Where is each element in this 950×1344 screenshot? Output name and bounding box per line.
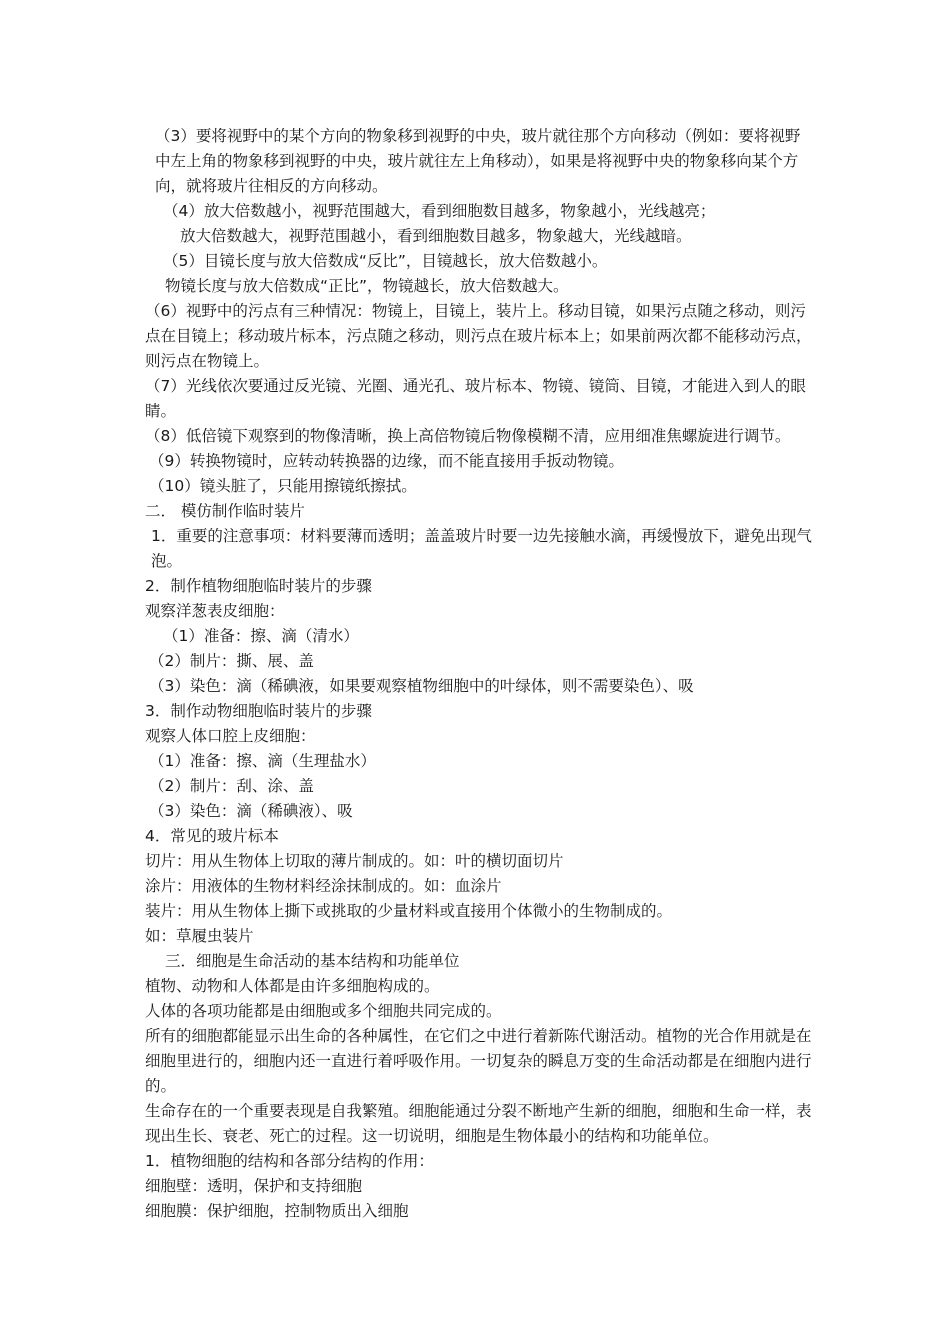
text-line: （1）准备：擦、滴（生理盐水） [149,752,376,770]
text-line: 人体的各项功能都是由细胞或多个细胞共同完成的。 [145,1002,502,1020]
text-line: （4）放大倍数越小，视野范围越大，看到细胞数目越多，物象越小，光线越亮； [163,202,716,220]
text-line: （8）低倍镜下观察到的物像清晰，换上高倍物镜后物像模糊不清，应用细准焦螺旋进行调节。 [145,427,791,445]
document-page [145,124,815,1224]
text-line: （2）制片：撕、展、盖 [149,652,314,670]
text-line: 切片：用从生物体上切取的薄片制成的。如：叶的横切面切片 [145,852,564,870]
text-line: （3）染色：滴（稀碘液，如果要观察植物细胞中的叶绿体，则不需要染色）、吸 [149,677,694,695]
text-line: 2．制作植物细胞临时装片的步骤 [145,577,372,595]
text-line: 3．制作动物细胞临时装片的步骤 [145,702,372,720]
text-line: （3）要将视野中的某个方向的物象移到视野的中央，玻片就往那个方向移动（例如：要将视野中左上角的物象移到视野的中央，玻片就往左上角移动），如果是将视野中央的物象移向某个方向，就将玻片往相反的方向移动。 [155,127,801,195]
text-line: （2）制片：刮、涂、盖 [149,777,314,795]
text-line: （7）光线依次要通过反光镜、光圈、通光孔、玻片标本、物镜、镜筒、目镜，才能进入到人的眼睛。 [145,377,806,420]
text-line: （1）准备：擦、滴（清水） [163,627,359,645]
text-line: 观察人体口腔上皮细胞： [145,727,316,745]
text-line: 三．细胞是生命活动的基本结构和功能单位 [165,952,460,970]
text-line: 细胞膜：保护细胞，控制物质出入细胞 [145,1202,409,1220]
text-line: 放大倍数越大，视野范围越小，看到细胞数目越多，物象越大，光线越暗。 [180,227,692,245]
text-line: 1．重要的注意事项：材料要薄而透明；盖盖玻片时要一边先接触水滴，再缓慢放下，避免出现气泡。 [151,527,812,570]
text-line: 1．植物细胞的结构和各部分结构的作用： [145,1152,434,1170]
text-line: 装片：用从生物体上撕下或挑取的少量材料或直接用个体微小的生物制成的。 [145,902,673,920]
text-line: 二． 模仿制作临时装片 [145,502,305,520]
text-line: 4．常见的玻片标本 [145,827,279,845]
text-line: 生命存在的一个重要表现是自我繁殖。细胞能通过分裂不断地产生新的细胞，细胞和生命一样，表现出生长、衰老、死亡的过程。这一切说明，细胞是生物体最小的结构和功能单位。 [145,1102,812,1145]
text-line: 如：草履虫装片 [145,927,254,945]
text-line: （9）转换物镜时，应转动转换器的边缘，而不能直接用手扳动物镜。 [149,452,624,470]
text-line: （5）目镜长度与放大倍数成“反比”，目镜越长，放大倍数越小。 [163,252,608,270]
text-line: 物镜长度与放大倍数成“正比”，物镜越长，放大倍数越大。 [165,277,569,295]
text-line: 观察洋葱表皮细胞： [145,602,285,620]
text-line: （6）视野中的污点有三种情况：物镜上，目镜上，装片上。移动目镜，如果污点随之移动，则污点在目镜上；移动玻片标本，污点随之移动，则污点在玻片标本上；如果前两次都不能移动污点，则污点在物镜上。 [145,302,812,370]
text-line: 细胞壁：透明，保护和支持细胞 [145,1177,363,1195]
text-line: （10）镜头脏了，只能用擦镜纸擦拭。 [149,477,417,495]
text-line: （3）染色：滴（稀碘液）、吸 [149,802,353,820]
text-line: 植物、动物和人体都是由许多细胞构成的。 [145,977,440,995]
text-line: 涂片：用液体的生物材料经涂抹制成的。如：血涂片 [145,877,502,895]
text-line: 所有的细胞都能显示出生命的各种属性，在它们之中进行着新陈代谢活动。植物的光合作用就是在细胞里进行的，细胞内还一直进行着呼吸作用。一切复杂的瞬息万变的生命活动都是在细胞内进行的。 [145,1027,812,1095]
